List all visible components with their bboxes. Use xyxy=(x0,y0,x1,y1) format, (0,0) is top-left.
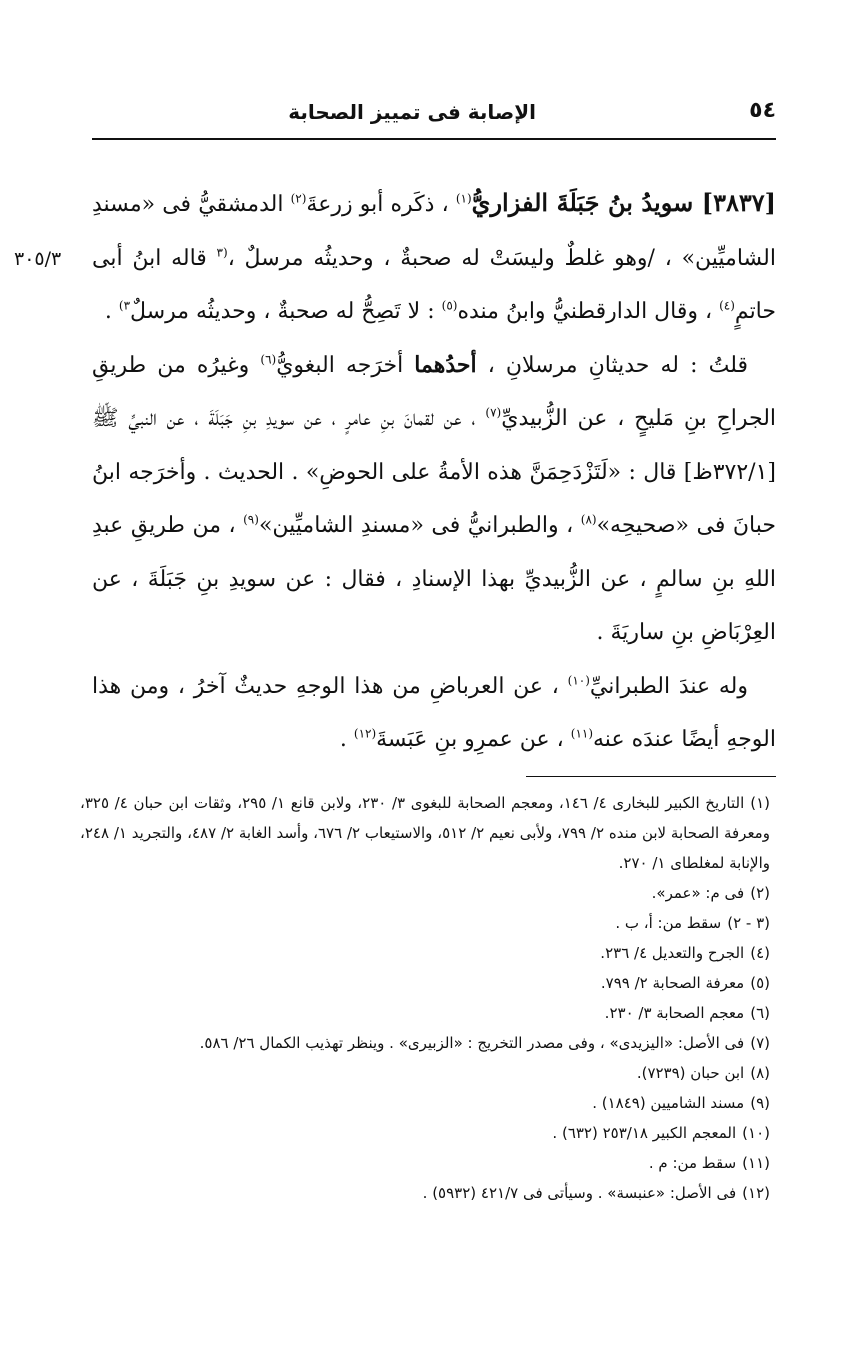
footnote-8 xyxy=(80,1058,770,1088)
margin-volume-reference: ٣٠٥/٣ xyxy=(14,248,62,270)
text-run: قلتُ : له حديثانِ مرسلانِ ، xyxy=(476,352,748,378)
footnote-text: معرفة الصحابة ٢/ ٧٩٩. xyxy=(600,974,745,992)
footnote-ref-7: (٧) xyxy=(485,405,502,420)
footnote-text: ابن حبان (٧٢٣٩). xyxy=(636,1064,745,1082)
footnote-number: (٣ - ٢) xyxy=(727,914,770,932)
text-run: ، عن العرباضِ من هذا الوجهِ حديثٌ آخرُ ، ومن هذا الوجهِ أيضًا عندَه عنه xyxy=(92,673,776,752)
footnote-ref-4: (٤) xyxy=(719,298,735,313)
footnote-1 xyxy=(80,788,770,878)
footnote-number: (٢) xyxy=(750,884,770,902)
footnote-9 xyxy=(80,1088,770,1118)
footnote-ref-3-open: (٣ xyxy=(216,245,228,260)
footnote-text: الجرح والتعديل ٤/ ٢٣٦. xyxy=(600,944,745,962)
entry-paragraph-2 xyxy=(92,339,776,660)
text-run: ، والطبرانيُّ فى «مسندِ الشاميِّين» xyxy=(258,513,581,538)
footnote-number: (٨) xyxy=(750,1064,770,1082)
text-run: ، من طريقِ عبدِ اللهِ بنِ سالمٍ ، عن الزُّبيديِّ بهذا الإسنادِ ، فقال : عن سويدِ بنِ جَبَلَةَ ، عن العِرْبَاضِ بنِ ساريَةَ . xyxy=(92,513,776,645)
text-run: ، وقال الدارقطنيُّ وابنُ منده xyxy=(457,299,720,324)
footnote-number: (٦) xyxy=(750,1004,770,1022)
footnote-number: (١) xyxy=(750,794,770,812)
footnote-6 xyxy=(80,998,770,1028)
footnotes xyxy=(80,788,770,1208)
footnote-5 xyxy=(80,968,770,998)
footnote-number: (٧) xyxy=(750,1034,770,1052)
footnote-ref-2: (٢) xyxy=(290,191,307,206)
entry-paragraph-3 xyxy=(92,660,776,767)
footnote-text: المعجم الكبير ٢٥٣/١٨ (٦٣٢) . xyxy=(552,1124,737,1142)
main-text xyxy=(92,176,776,767)
entry-heading: [٣٨٣٧] سويدُ بنُ جَبَلَةَ الفزاريُّ xyxy=(471,188,777,217)
footnote-ref-5: (٥) xyxy=(441,298,458,313)
header-rule xyxy=(92,138,776,140)
footnote-ref-8: (٨) xyxy=(580,512,597,527)
footnote-ref-10: (١٠) xyxy=(567,673,590,688)
text-run: وله عندَ الطبرانيِّ xyxy=(589,673,749,699)
text-run: : لا تَصِحُّ له صحبةٌ ، وحديثُه مرسلٌ xyxy=(130,299,442,324)
text-run: ، عن عمرِو بنِ عَبَسةَ xyxy=(376,727,571,752)
footnote-text: فى م: «عمر». xyxy=(651,884,745,902)
footnote-number: (٥) xyxy=(750,974,770,992)
footnote-text: سقط من: م . xyxy=(648,1154,737,1172)
text-run: قاله ابنُ أبى حاتمٍ xyxy=(92,245,776,324)
text-run: . xyxy=(339,727,354,752)
emphasis-word: أحدُهما xyxy=(414,351,477,378)
footnote-text: فى الأصل: «اليزيدى» ، وفى مصدر التخريج : «الزبيرى» . وينظر تهذيب الكمال ٢٦/ ٥٨٦. xyxy=(199,1034,745,1052)
running-head xyxy=(92,92,776,132)
footnote-12 xyxy=(80,1178,770,1208)
footnote-ref-1: (١) xyxy=(455,191,472,206)
book-title: الإصابة فى تمييز الصحابة xyxy=(288,100,536,124)
footnote-ref-3-close: ٣) xyxy=(118,298,131,313)
footnote-4 xyxy=(80,938,770,968)
footnote-text: سقط من: أ، ب . xyxy=(615,914,722,932)
page-number: ٥٤ xyxy=(749,98,776,123)
footnote-11 xyxy=(80,1148,770,1178)
footnote-number: (٩) xyxy=(750,1094,770,1112)
footnote-number: (١١) xyxy=(742,1154,770,1172)
footnote-ref-11: (١١) xyxy=(570,726,594,741)
text-run: . xyxy=(104,299,119,324)
footnote-number: (١٠) xyxy=(742,1124,770,1142)
footnote-text: مسند الشاميين (١٨٤٩) . xyxy=(592,1094,745,1112)
footnote-number: (١٢) xyxy=(742,1184,770,1202)
footnote-ref-6: (٦) xyxy=(260,352,277,367)
footnote-text: معجم الصحابة ٣/ ٢٣٠. xyxy=(604,1004,745,1022)
footnote-ref-9: (٩) xyxy=(243,512,259,527)
footnote-ref-12: (١٢) xyxy=(353,726,377,741)
footnote-7 xyxy=(80,1028,770,1058)
footnote-10 xyxy=(80,1118,770,1148)
footnote-3 xyxy=(80,908,770,938)
entry-paragraph-1 xyxy=(92,176,776,339)
text-run: ، عن لقمانَ بنِ عامرٍ ، عن سويدِ بنِ جَبَلَةَ ، عن النبيِّ ﷺ [٣٧٢/١ظ] قال : «لَتَزْدَحِمَنَّ هذه الأمةُ على الحوضِ» . الحديث . وأخرَجه ابنُ حبانَ فى «صحيحِه» xyxy=(92,406,776,538)
text-run: ، ذكَره أبو زرعةَ xyxy=(306,192,456,217)
footnote-2 xyxy=(80,878,770,908)
text-run: أخرَجه البغويُّ xyxy=(276,352,415,378)
footnote-separator xyxy=(526,776,776,777)
text-run: الدمشقيُّ فى «مسندِ الشاميِّين» ، /وهو غلطٌ وليسَتْ له صحبةٌ ، وحديثُه مرسلٌ ، xyxy=(92,192,776,271)
footnote-text: فى الأصل: «عنبسة» . وسيأتى فى ٤٢١/٧ (٥٩٣٢) . xyxy=(422,1184,737,1202)
text-run: وغيرُه من طريقِ الجراحِ بنِ مَليحٍ ، عن الزُّبيديِّ xyxy=(92,352,777,431)
footnote-text: التاريخ الكبير للبخارى ٤/ ١٤٦، ومعجم الصحابة للبغوى ٣/ ٢٣٠، ولابن قانع ١/ ٢٩٥، وثقات ابن حبان ٤/ ٣٢٥، ومعرفة الصحابة لابن منده ٢/ ٧٩٩، ولأبى نعيم ٢/ ٥١٢، والاستيعاب ٢/ ٦٧٦، وأسد الغابة ٢/ ٤٨٧، والتجريد ١/ ٢٤٨، والإنابة لمغلطاى ١/ ٢٧٠. xyxy=(80,794,770,872)
footnote-number: (٤) xyxy=(750,944,770,962)
